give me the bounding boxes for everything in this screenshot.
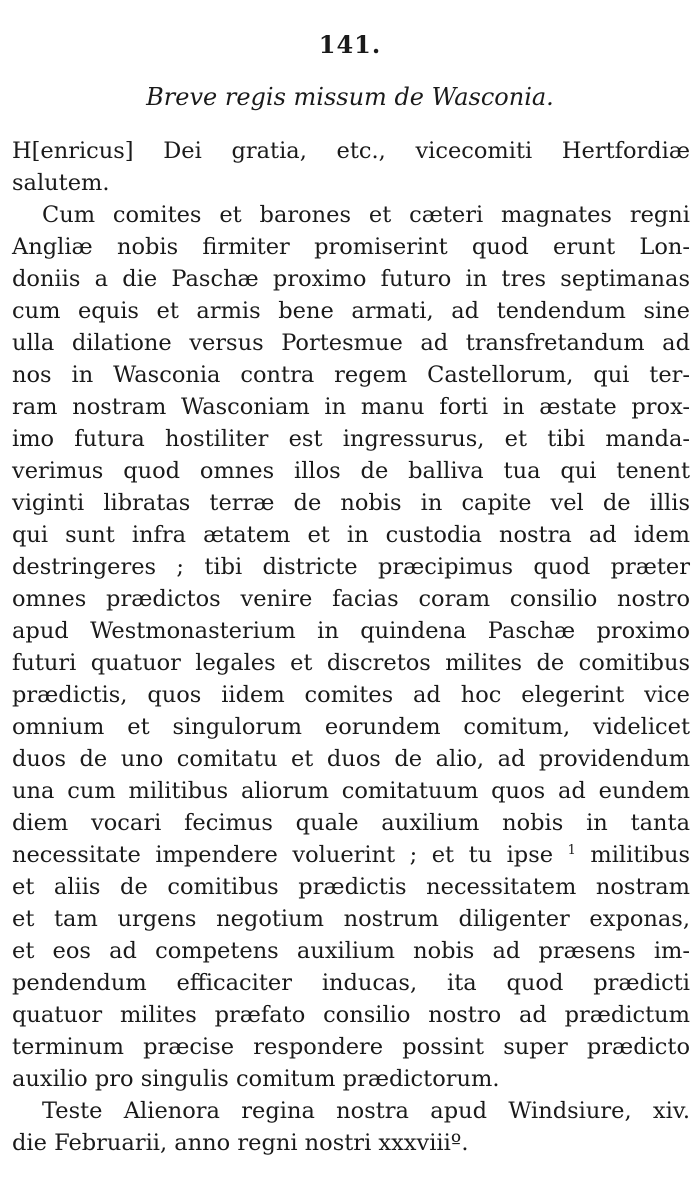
text-line: ram nostram Wasconiam in manu forti in æstate prox- [12,394,690,420]
text-line: et aliis de comitibus prædictis necessitatem nostram [12,874,690,900]
text-line: auxilio pro singulis comitum prædictorum. [12,1066,500,1092]
text-line: futuri quatuor legales et discretos milites de comitibus [12,650,690,676]
text-line: cum equis et armis bene armati, ad tendendum sine [12,298,690,324]
text-line: et tam urgens negotium nostrum diligenter exponas, [12,906,690,932]
text-line: duos de uno comitatu et duos de alio, ad providendum [12,746,690,772]
text-line-tail: militibus [590,842,690,868]
text-line: H[enricus] Dei gratia, etc., vicecomiti Hertfordiæ [12,138,690,164]
text-line: qui sunt infra ætatem et in custodia nostra ad idem [12,522,690,548]
text-line: viginti libratas terræ de nobis in capite vel de illis [12,490,690,516]
text-line: omnes prædictos venire facias coram consilio nostro [12,586,690,612]
text-line: imo futura hostiliter est ingressurus, et tibi manda- [12,426,690,452]
footnote-marker: 1 [567,843,576,858]
text-line: doniis a die Paschæ proximo futuro in tres septimanas [12,266,690,292]
text-line: die Februarii, anno regni nostri xxxviiiº. [12,1130,469,1156]
text-line: diem vocari fecimus quale auxilium nobis in tanta [12,810,690,836]
text-line: omnium et singulorum eorundem comitum, videlicet [12,714,690,740]
text-line: salutem. [12,170,110,196]
text-line: destringeres ; tibi districte præcipimus quod præter [12,554,690,580]
page-number: 141. [318,30,382,59]
text-line: una cum militibus aliorum comitatuum quos ad eundem [12,778,690,804]
text-line: apud Westmonasterium in quindena Paschæ proximo [12,618,690,644]
text-line: et eos ad competens auxilium nobis ad præsens im- [12,938,690,964]
text-line: nos in Wasconia contra regem Castellorum, qui ter- [12,362,690,388]
document-title: Breve regis missum de Wasconia. [146,83,554,111]
text-line: Cum comites et barones et cæteri magnates regni [42,202,690,228]
text-line: prædictis, quos iidem comites ad hoc elegerint vice [12,682,690,708]
text-line: Teste Alienora regina nostra apud Windsiure, xiv. [42,1098,690,1124]
text-line: verimus quod omnes illos de balliva tua qui tenent [12,458,690,484]
text-line: terminum præcise respondere possint super prædicto [12,1034,690,1060]
text-line: ulla dilatione versus Portesmue ad transfretandum ad [12,330,690,356]
text-line-lead: necessitate impendere voluerint ; et tu ipse [12,842,554,868]
text-line: pendendum efficaciter inducas, ita quod prædicti [12,970,690,996]
text-line: quatuor milites præfato consilio nostro ad prædictum [12,1002,690,1028]
text-line-with-footnote [12,839,690,871]
text-line: Angliæ nobis firmiter promiserint quod erunt Lon- [12,234,690,260]
